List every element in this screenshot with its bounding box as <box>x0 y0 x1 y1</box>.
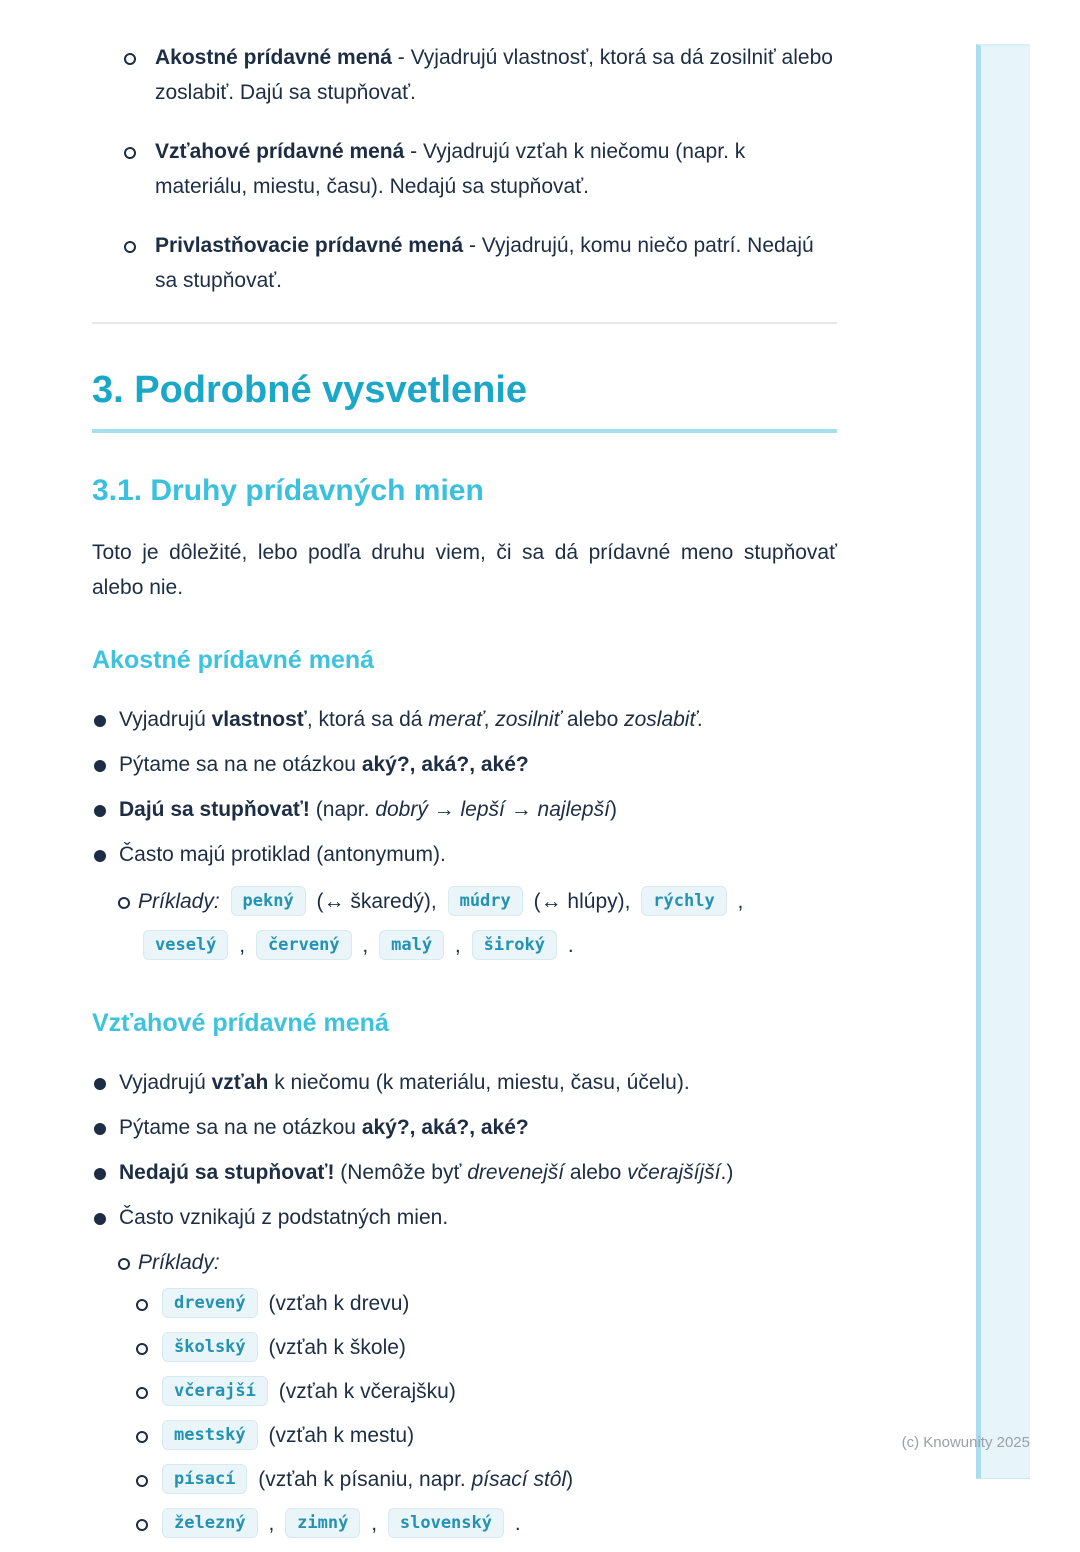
text-segment: , <box>356 934 375 957</box>
list-item-text <box>119 753 529 776</box>
code-chip: malý <box>379 930 444 960</box>
list-item-text <box>119 1071 690 1094</box>
list-item <box>92 1155 837 1190</box>
bullet-circle-icon <box>136 1299 148 1311</box>
list-item-text <box>119 843 446 866</box>
code-chip: včerajší <box>162 1376 268 1406</box>
bullet-dot-icon <box>94 715 106 727</box>
bullet-dot-icon <box>94 760 106 772</box>
text-segment: - Vyjadrujú vlastnosť, ktorá sa dá zosilniť alebo zoslabiť. Dajú sa stupňovať. <box>155 46 833 104</box>
text-segment: Vzťahové prídavné mená <box>155 140 405 163</box>
bullet-circle-icon <box>124 241 136 253</box>
text-segment: , <box>483 708 496 731</box>
text-segment: Dajú sa stupňovať! <box>119 798 310 821</box>
list-item-text <box>157 1512 521 1535</box>
code-chip: mestský <box>162 1420 258 1450</box>
code-chip: rýchly <box>641 886 726 916</box>
text-segment: lepší <box>460 798 505 821</box>
code-chip: železný <box>162 1508 258 1538</box>
text-segment: zoslabiť <box>624 708 697 731</box>
text-segment: najlepší <box>537 798 610 821</box>
text-segment: alebo <box>564 1161 628 1184</box>
code-chip: písací <box>162 1464 247 1494</box>
list-item-text <box>119 708 703 731</box>
list-item <box>92 1110 837 1145</box>
text-segment: vlastnosť <box>211 708 307 731</box>
list-item-text <box>157 1336 406 1359</box>
list-item-text <box>157 1468 573 1491</box>
code-chip: múdry <box>448 886 523 916</box>
text-segment: . <box>562 934 574 957</box>
section-title: 3. Podrobné vysvetlenie <box>92 366 837 433</box>
bullet-dot-icon <box>94 1123 106 1135</box>
vztahove-priklady-label-row <box>92 1245 837 1280</box>
list-item <box>92 1464 837 1495</box>
list-item <box>92 228 837 298</box>
list-item <box>92 747 837 782</box>
text-segment: , ktorá sa dá <box>306 708 429 731</box>
akostne-bullet-list <box>92 702 837 872</box>
text-segment: (vzťah k písaniu, napr. <box>252 1468 472 1491</box>
bullet-circle-icon <box>136 1519 148 1531</box>
text-segment: Často majú protiklad (antonymum). <box>119 843 446 866</box>
code-chip: školský <box>162 1332 258 1362</box>
bullet-dot-icon <box>94 850 106 862</box>
text-segment: (↔ hlúpy), <box>527 890 637 913</box>
text-segment: Nedajú sa stupňovať! <box>119 1161 335 1184</box>
text-segment: (Nemôže byť <box>334 1161 468 1184</box>
decorative-side-stripe <box>976 44 1030 1479</box>
bullet-dot-icon <box>94 1213 106 1225</box>
bullet-circle-icon <box>118 1258 130 1270</box>
list-item <box>92 1065 837 1100</box>
list-item <box>92 792 837 827</box>
list-item <box>92 1200 837 1235</box>
list-item-text <box>155 234 814 292</box>
bullet-circle-icon <box>136 1343 148 1355</box>
list-item <box>92 1508 837 1539</box>
text-segment: - Vyjadrujú, komu niečo patrí. Nedajú sa stupňovať. <box>155 234 814 292</box>
text-segment: aký?, aká?, aké? <box>361 753 529 776</box>
list-item-text <box>155 46 833 104</box>
text-segment: Vyjadrujú <box>119 708 212 731</box>
text-segment: dobrý <box>375 798 428 821</box>
text-segment: , <box>262 1512 281 1535</box>
list-item-text <box>155 140 745 198</box>
text-segment: . <box>509 1512 521 1535</box>
text-segment: → <box>504 798 538 821</box>
vztahove-bullet-list <box>92 1065 837 1235</box>
priklady-label: Príklady: <box>138 1251 220 1274</box>
vztahove-heading: Vzťahové prídavné mená <box>92 1009 389 1037</box>
vztahove-example-list <box>92 1288 837 1539</box>
list-item-text <box>119 1206 448 1229</box>
bullet-circle-icon <box>136 1475 148 1487</box>
code-chip: červený <box>256 930 352 960</box>
list-item-text <box>119 798 617 821</box>
code-chip: zimný <box>285 1508 360 1538</box>
list-item <box>92 40 837 110</box>
bullet-dot-icon <box>94 1078 106 1090</box>
text-segment: .) <box>720 1161 734 1184</box>
bullet-dot-icon <box>94 805 106 817</box>
text-segment: písací stôl <box>471 1468 567 1491</box>
text-segment: (vzťah k mestu) <box>262 1424 415 1447</box>
list-item <box>92 1288 837 1319</box>
text-segment: k niečomu (k materiálu, miestu, času, účelu). <box>268 1071 690 1094</box>
text-segment: → <box>427 798 461 821</box>
text-segment: Pýtame sa na ne otázkou <box>119 1116 362 1139</box>
intro-paragraph: Toto je dôležité, lebo podľa druhu viem, či sa dá prídavné meno stupňovať alebo nie. <box>92 541 837 599</box>
text-segment: Vyjadrujú <box>119 1071 212 1094</box>
text-segment: (↔ škaredý), <box>310 890 443 913</box>
text-segment: včerajšíjší <box>627 1161 721 1184</box>
text-segment: (vzťah k škole) <box>262 1336 406 1359</box>
list-item <box>92 1420 837 1451</box>
bullet-dot-icon <box>94 1168 106 1180</box>
list-item <box>92 1376 837 1407</box>
code-chip: slovenský <box>388 1508 504 1538</box>
code-chip: veselý <box>143 930 228 960</box>
list-item-text <box>119 1161 733 1184</box>
list-item <box>92 702 837 737</box>
bullet-circle-icon <box>136 1387 148 1399</box>
text-segment: Privlastňovacie prídavné mená <box>155 234 464 257</box>
text-segment: aký?, aká?, aké? <box>361 1116 529 1139</box>
text-segment: Akostné prídavné mená <box>155 46 392 69</box>
bullet-circle-icon <box>124 147 136 159</box>
akostne-examples-line <box>92 880 837 968</box>
code-chip: drevený <box>162 1288 258 1318</box>
text-segment: drevenejší <box>467 1161 565 1184</box>
list-item-text <box>119 1116 529 1139</box>
text-segment: alebo <box>561 708 625 731</box>
text-segment: , <box>233 934 251 957</box>
bullet-circle-icon <box>118 897 130 909</box>
list-item-text <box>157 1424 414 1447</box>
akostne-examples-text <box>138 890 743 957</box>
list-item <box>92 1332 837 1363</box>
text-segment: (napr. <box>309 798 376 821</box>
document-content <box>92 40 837 1552</box>
text-segment: ) <box>566 1468 574 1491</box>
text-segment: (vzťah k včerajšku) <box>272 1380 456 1403</box>
text-segment: zosilniť <box>495 708 562 731</box>
bullet-circle-icon <box>136 1431 148 1443</box>
akostne-heading: Akostné prídavné mená <box>92 646 375 674</box>
text-segment: merať <box>428 708 484 731</box>
text-segment: Príklady: <box>138 890 226 913</box>
intro-definition-list <box>92 40 837 298</box>
text-segment: vzťah <box>211 1071 269 1094</box>
text-segment: , <box>365 1512 383 1535</box>
text-segment: ) <box>609 798 617 821</box>
list-item-text <box>157 1380 456 1403</box>
subsection-title: 3.1. Druhy prídavných mien <box>92 474 484 507</box>
text-segment: - Vyjadrujú vzťah k niečomu (napr. k materiálu, miestu, času). Nedajú sa stupňovať. <box>155 140 746 198</box>
text-segment: . <box>696 708 703 731</box>
code-chip: pekný <box>231 886 306 916</box>
list-item-text <box>157 1292 409 1315</box>
bullet-circle-icon <box>124 53 136 65</box>
list-item <box>92 837 837 872</box>
text-segment: , <box>731 890 744 913</box>
text-segment: , <box>449 934 467 957</box>
list-item <box>92 134 837 204</box>
text-segment: (vzťah k drevu) <box>262 1292 410 1315</box>
text-segment: Pýtame sa na ne otázkou <box>119 753 362 776</box>
code-chip: široký <box>472 930 557 960</box>
text-segment: Často vznikajú z podstatných mien. <box>119 1206 449 1229</box>
section-divider <box>92 322 837 324</box>
copyright-footer: (c) Knowunity 2025 <box>901 1434 1030 1451</box>
